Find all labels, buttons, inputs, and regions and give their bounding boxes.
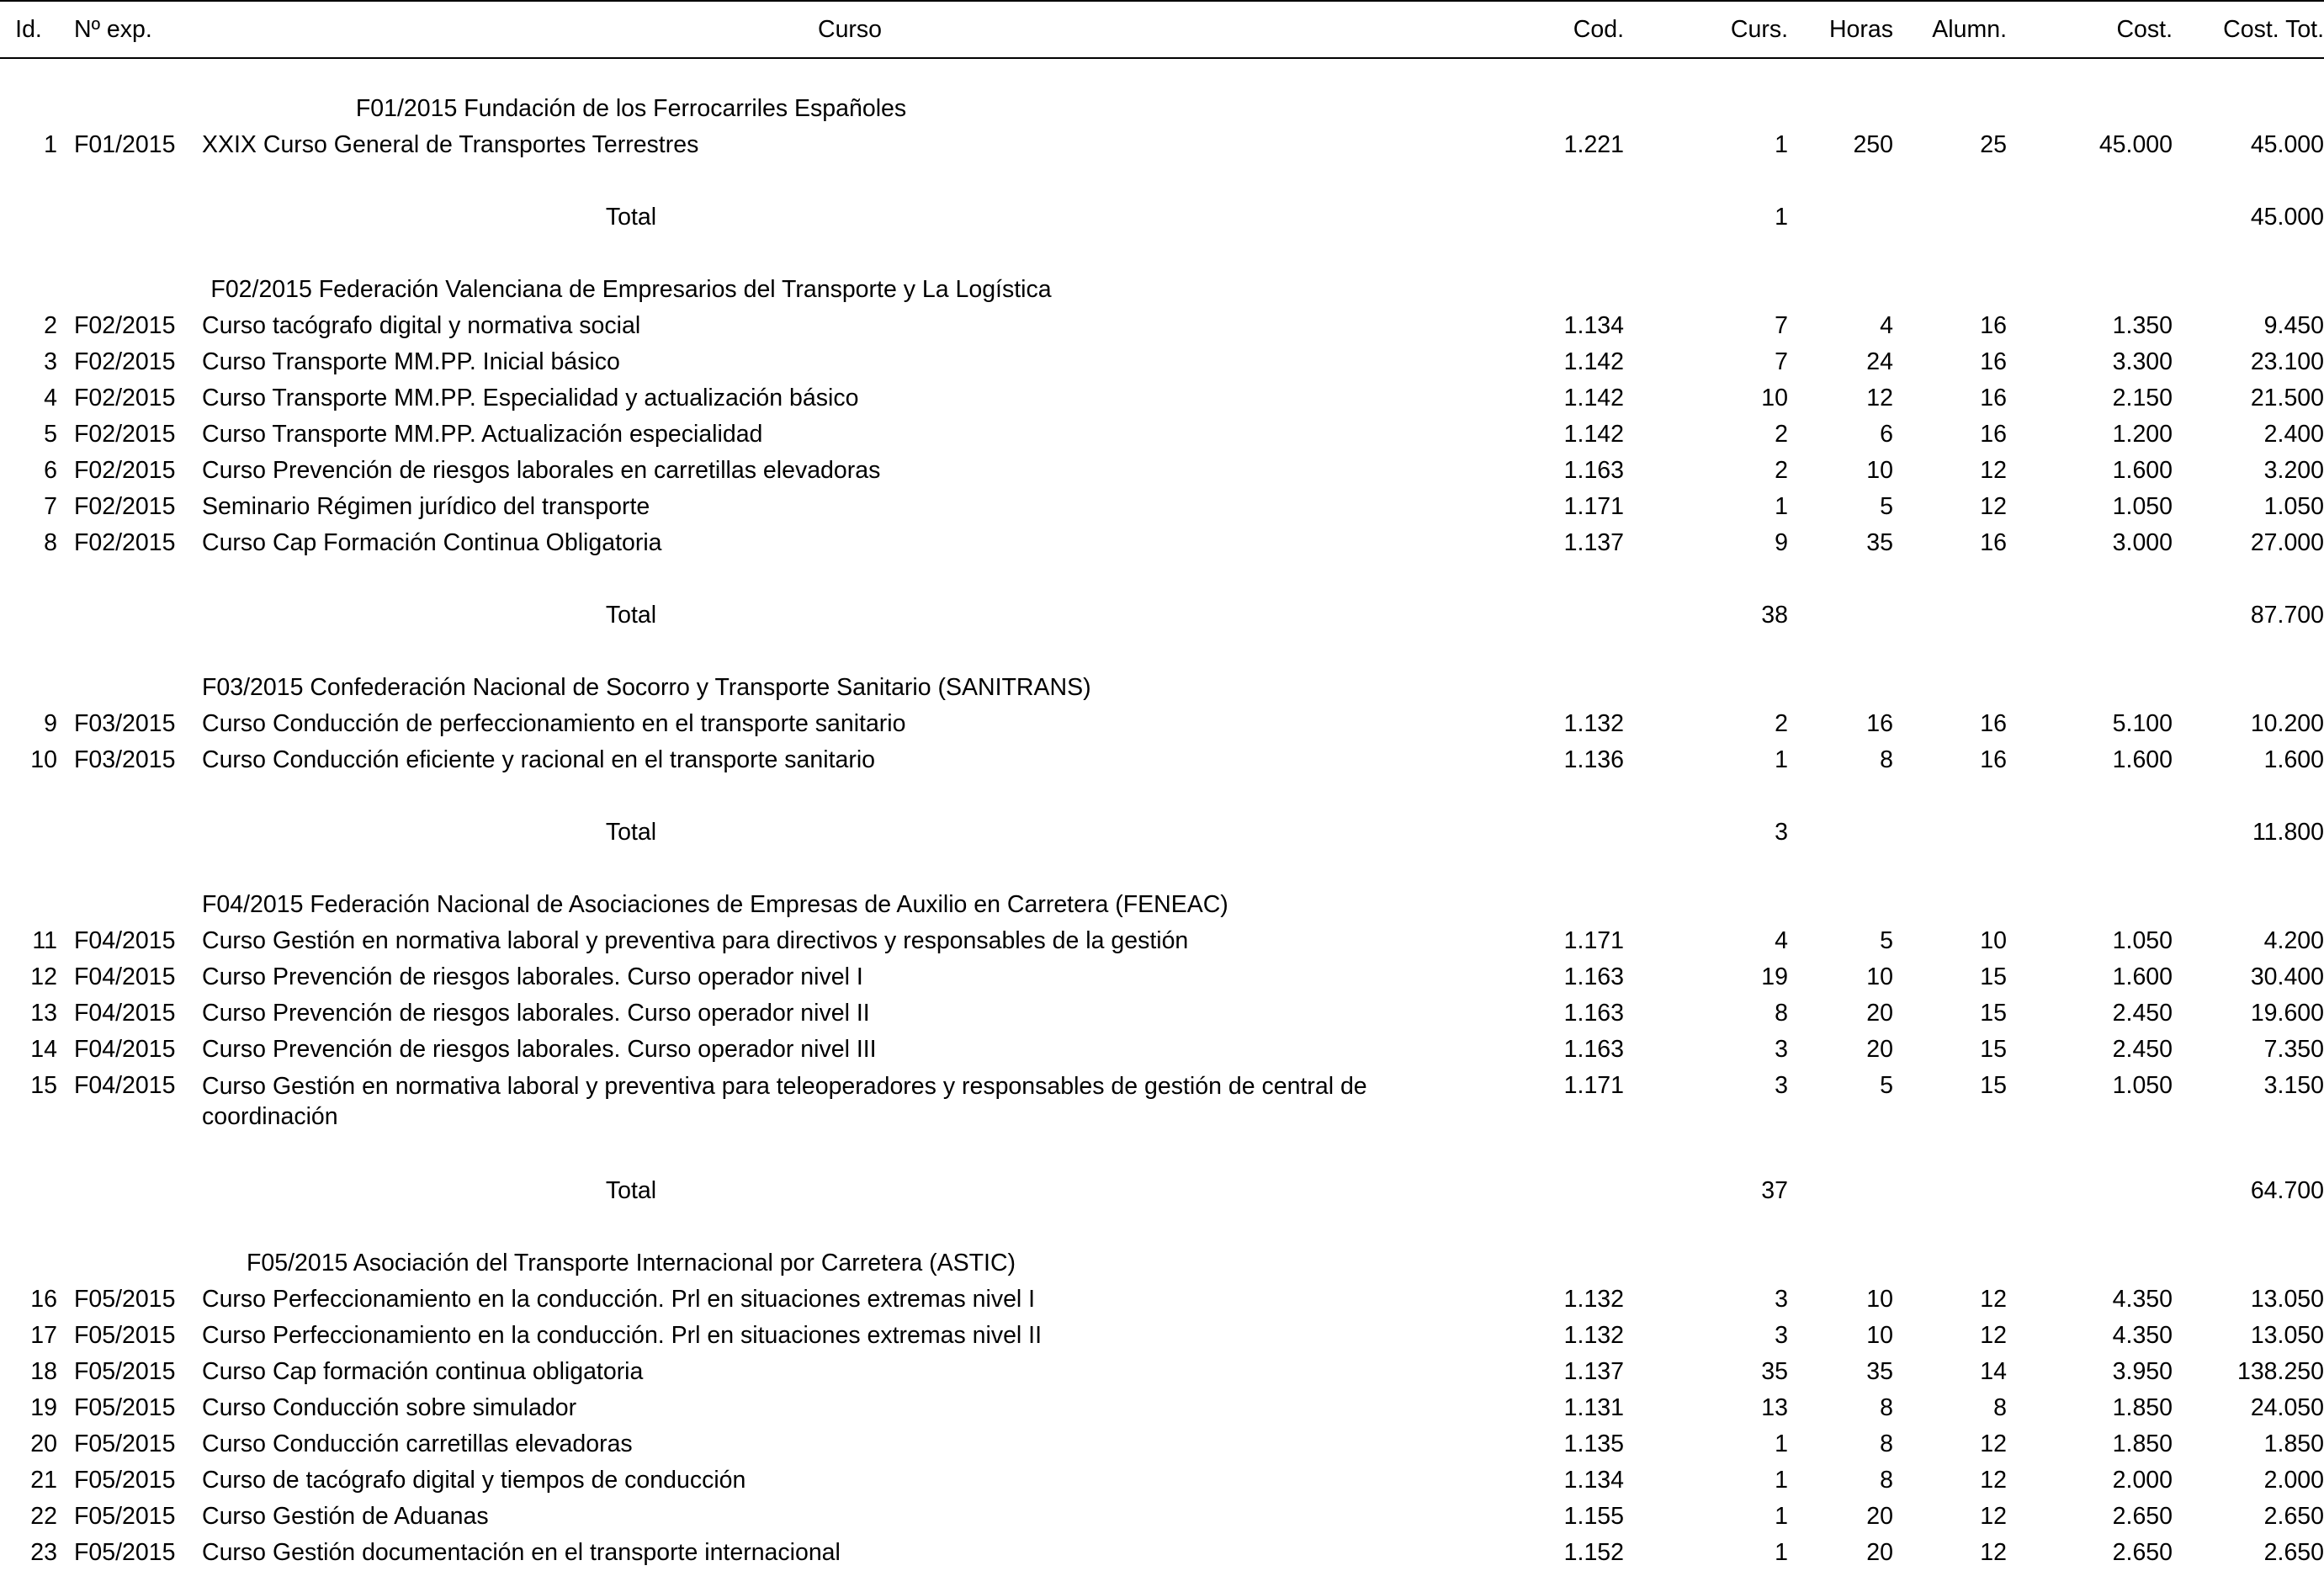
header-id: Id. [0,1,67,58]
cell-cost: 5.100 [2112,710,2173,737]
cell-curso: Curso Gestión documentación en el transporte internacional [202,1539,841,1566]
cell-cost-tot: 7.350 [2263,1036,2324,1063]
cell-cod: 1.152 [1563,1539,1624,1566]
cell-curs: 1 [1775,493,1788,520]
cell-alumn: 15 [1980,1072,2007,1099]
cell-horas: 250 [1853,131,1893,158]
cell-exp: F05/2015 [74,1430,176,1457]
header-horas: Horas [1788,1,1893,58]
cell-exp: F02/2015 [74,385,176,411]
cell-exp: F03/2015 [74,746,176,773]
cell-horas: 8 [1880,1467,1893,1494]
cell-curso: Curso Gestión de Aduanas [202,1503,489,1530]
cell-alumn: 16 [1980,312,2007,339]
total-label: Total [605,1177,657,1204]
cell-id: 3 [44,348,57,375]
table-row [0,489,2324,525]
cell-curso: Curso Prevención de riesgos laborales en carretillas elevadoras [202,457,881,484]
cell-cod: 1.171 [1563,1072,1624,1099]
table-row [0,1318,2324,1354]
cell-cost: 2.650 [2112,1503,2173,1530]
group-header-row [0,272,2324,308]
cell-curs: 3 [1775,1286,1788,1313]
cell-horas: 20 [1866,1503,1893,1530]
cell-curs: 1 [1775,1539,1788,1566]
cell-curso: Curso de tacógrafo digital y tiempos de conducción [202,1467,746,1494]
cell-curs: 1 [1775,1430,1788,1457]
cell-cost: 3.000 [2112,529,2173,556]
cell-curso: Curso Cap Formación Continua Obligatoria [202,529,662,556]
cell-curso: Curso Transporte MM.PP. Inicial básico [202,348,620,375]
cell-horas: 10 [1866,963,1893,990]
cell-alumn: 25 [1980,131,2007,158]
spacer-row [0,778,2324,815]
table-row [0,1282,2324,1318]
cell-cost-tot: 13.050 [2250,1322,2324,1349]
cell-cost: 1.050 [2112,493,2173,520]
cell-alumn: 12 [1980,1322,2007,1349]
cell-curso: Curso Prevención de riesgos laborales. Curso operador nivel I [202,963,863,990]
cell-exp: F02/2015 [74,457,176,484]
total-row [0,597,2324,634]
cell-alumn: 16 [1980,385,2007,411]
cell-horas: 8 [1880,1394,1893,1421]
cell-cod: 1.137 [1563,1358,1624,1385]
cell-exp: F04/2015 [74,1000,176,1027]
cell-curso: Curso Perfeccionamiento en la conducción. Prl en situaciones extremas nivel II [202,1322,1043,1349]
cell-id: 12 [30,963,57,990]
spacer-row [0,634,2324,670]
total-label: Total [605,204,657,231]
cell-cost-tot: 4.200 [2263,927,2324,954]
cell-cost: 2.450 [2112,1036,2173,1063]
cell-cost: 1.850 [2112,1430,2173,1457]
cell-cost-tot: 24.050 [2250,1394,2324,1421]
cell-cost-tot: 3.200 [2263,457,2324,484]
header-cod: Cod. [1498,1,1624,58]
cell-horas: 4 [1880,312,1893,339]
cell-exp: F05/2015 [74,1286,176,1313]
cell-cost: 4.350 [2112,1322,2173,1349]
cell-cod: 1.221 [1563,131,1624,158]
cell-id: 14 [30,1036,57,1063]
cell-alumn: 12 [1980,1286,2007,1313]
total-curs: 1 [1775,204,1788,231]
cell-horas: 24 [1866,348,1893,375]
total-curs: 3 [1775,819,1788,846]
table-row [0,1535,2324,1571]
group-header-row [0,1245,2324,1282]
table-row [0,453,2324,489]
cell-exp: F05/2015 [74,1358,176,1385]
cell-cost-tot: 2.650 [2263,1503,2324,1530]
cell-curso: Curso Transporte MM.PP. Actualización especialidad [202,421,763,448]
cell-cost-tot: 10.200 [2250,710,2324,737]
spacer-row [0,58,2324,91]
cell-exp: F04/2015 [74,1072,176,1099]
table-row [0,1032,2324,1068]
table-row [0,1462,2324,1499]
cell-exp: F04/2015 [74,927,176,954]
cell-cost-tot: 30.400 [2250,963,2324,990]
cell-id: 4 [44,385,57,411]
cell-cost: 1.350 [2112,312,2173,339]
spacer-row [0,1137,2324,1173]
cell-exp: F02/2015 [74,529,176,556]
cell-horas: 5 [1880,927,1893,954]
cell-alumn: 16 [1980,529,2007,556]
cell-cost-tot: 1.600 [2263,746,2324,773]
cell-alumn: 12 [1980,1503,2007,1530]
cell-curs: 2 [1775,710,1788,737]
cell-cod: 1.132 [1563,1286,1624,1313]
total-cost-tot: 45.000 [2250,204,2324,231]
cell-id: 15 [30,1072,57,1099]
cell-curs: 7 [1775,348,1788,375]
cell-curso: Curso tacógrafo digital y normativa social [202,312,641,339]
cell-alumn: 8 [1993,1394,2007,1421]
total-row [0,1173,2324,1209]
cell-cost-tot: 138.250 [2236,1358,2324,1385]
total-label: Total [605,819,657,846]
group-header-row [0,670,2324,706]
total-label: Total [605,602,657,629]
cell-horas: 16 [1866,710,1893,737]
cell-cost: 1.050 [2112,1072,2173,1099]
cell-cod: 1.163 [1563,1036,1624,1063]
cell-horas: 35 [1866,1358,1893,1385]
cell-curs: 4 [1775,927,1788,954]
cell-curs: 3 [1775,1072,1788,1099]
table-row [0,1390,2324,1426]
cell-exp: F02/2015 [74,421,176,448]
cell-id: 2 [44,312,57,339]
table-row [0,923,2324,959]
table-row [0,525,2324,561]
cell-cost-tot: 2.000 [2263,1467,2324,1494]
cell-id: 6 [44,457,57,484]
cell-curs: 1 [1775,746,1788,773]
cell-id: 16 [30,1286,57,1313]
cell-curso: Curso Gestión en normativa laboral y preventiva para teleoperadores y responsables de gestión de central de coordinación [202,1073,1367,1130]
spacer-row [0,851,2324,887]
header-exp: Nº exp. [67,1,202,58]
cell-cost: 2.650 [2112,1539,2173,1566]
cell-exp: F03/2015 [74,710,176,737]
cell-curs: 2 [1775,457,1788,484]
cell-cost-tot: 19.600 [2250,1000,2324,1027]
table-row [0,1068,2324,1137]
cell-id: 22 [30,1503,57,1530]
cell-exp: F04/2015 [74,963,176,990]
total-cost-tot: 64.700 [2250,1177,2324,1204]
cell-alumn: 12 [1980,1539,2007,1566]
spacer-row [0,561,2324,597]
cell-cod: 1.171 [1563,927,1624,954]
cell-curso: Curso Prevención de riesgos laborales. Curso operador nivel III [202,1036,877,1063]
cell-id: 1 [44,131,57,158]
cell-id: 10 [30,746,57,773]
cell-cod: 1.163 [1563,457,1624,484]
cell-curso: Curso Conducción sobre simulador [202,1394,577,1421]
table-row [0,417,2324,453]
cell-cost: 1.850 [2112,1394,2173,1421]
cell-curs: 1 [1775,1503,1788,1530]
cell-id: 13 [30,1000,57,1027]
cell-curs: 2 [1775,421,1788,448]
cell-exp: F05/2015 [74,1394,176,1421]
cell-cost: 1.050 [2112,927,2173,954]
cell-cost: 45.000 [2098,131,2173,158]
cell-exp: F02/2015 [74,493,176,520]
cell-horas: 20 [1866,1539,1893,1566]
spacer-row [0,236,2324,272]
cell-horas: 20 [1866,1036,1893,1063]
total-cost-tot: 87.700 [2250,602,2324,629]
group-title: F01/2015 Fundación de los Ferrocarriles Españoles [355,95,907,122]
cell-exp: F05/2015 [74,1539,176,1566]
cell-exp: F05/2015 [74,1467,176,1494]
cell-cost: 1.200 [2112,421,2173,448]
table-row [0,127,2324,163]
cell-id: 9 [44,710,57,737]
cell-cod: 1.137 [1563,529,1624,556]
cell-curso: Curso Conducción de perfeccionamiento en el transporte sanitario [202,710,906,737]
cell-cod: 1.134 [1563,1467,1624,1494]
cell-id: 7 [44,493,57,520]
cell-id: 18 [30,1358,57,1385]
cell-alumn: 16 [1980,710,2007,737]
total-row [0,199,2324,236]
cell-cod: 1.142 [1563,421,1624,448]
cell-cod: 1.142 [1563,385,1624,411]
header-curso: Curso [202,1,1498,58]
cell-alumn: 16 [1980,421,2007,448]
cell-cod: 1.132 [1563,1322,1624,1349]
cell-id: 8 [44,529,57,556]
total-row [0,815,2324,851]
cell-exp: F04/2015 [74,1036,176,1063]
cell-id: 21 [30,1467,57,1494]
table-row [0,1426,2324,1462]
cell-curs: 3 [1775,1036,1788,1063]
table-row [0,995,2324,1032]
cell-exp: F02/2015 [74,348,176,375]
header-curs: Curs. [1624,1,1788,58]
cell-cod: 1.142 [1563,348,1624,375]
cell-curs: 7 [1775,312,1788,339]
cell-cod: 1.163 [1563,1000,1624,1027]
cell-cod: 1.163 [1563,963,1624,990]
cell-cost: 1.600 [2112,457,2173,484]
cell-cod: 1.136 [1563,746,1624,773]
cell-cost-tot: 27.000 [2250,529,2324,556]
header-cost-tot: Cost. Tot. [2173,1,2324,58]
table-row [0,344,2324,380]
cell-curso: Seminario Régimen jurídico del transporte [202,493,650,520]
cell-id: 19 [30,1394,57,1421]
cell-curs: 8 [1775,1000,1788,1027]
cell-cost-tot: 9.450 [2263,312,2324,339]
cell-alumn: 12 [1980,1430,2007,1457]
cell-alumn: 12 [1980,457,2007,484]
cell-horas: 10 [1866,457,1893,484]
cell-cost-tot: 23.100 [2250,348,2324,375]
cell-curso: XXIX Curso General de Transportes Terrestres [202,131,699,158]
cell-horas: 20 [1866,1000,1893,1027]
cell-alumn: 15 [1980,1000,2007,1027]
total-cost-tot: 11.800 [2252,819,2324,846]
cell-id: 5 [44,421,57,448]
cell-cost: 3.300 [2112,348,2173,375]
cell-cod: 1.132 [1563,710,1624,737]
cell-alumn: 12 [1980,1467,2007,1494]
cell-horas: 5 [1880,493,1893,520]
cell-horas: 6 [1880,421,1893,448]
group-title: F02/2015 Federación Valenciana de Empresarios del Transporte y La Logística [210,276,1052,303]
cell-cod: 1.155 [1563,1503,1624,1530]
cell-horas: 10 [1866,1322,1893,1349]
cell-curso: Curso Conducción eficiente y racional en el transporte sanitario [202,746,876,773]
cell-curso: Curso Conducción carretillas elevadoras [202,1430,633,1457]
cell-curs: 35 [1761,1358,1788,1385]
cell-alumn: 10 [1980,927,2007,954]
total-curs: 38 [1761,602,1788,629]
cell-alumn: 14 [1980,1358,2007,1385]
cell-cost: 4.350 [2112,1286,2173,1313]
cell-curs: 19 [1761,963,1788,990]
cell-alumn: 15 [1980,1036,2007,1063]
cell-exp: F02/2015 [74,312,176,339]
cell-cost: 3.950 [2112,1358,2173,1385]
cell-curs: 1 [1775,131,1788,158]
cell-id: 23 [30,1539,57,1566]
cell-cost: 1.600 [2112,963,2173,990]
group-title: F03/2015 Confederación Nacional de Socorro y Transporte Sanitario (SANITRANS) [202,674,1091,701]
table-row [0,706,2324,742]
header-cost: Cost. [2007,1,2173,58]
cell-id: 20 [30,1430,57,1457]
cell-curso: Curso Cap formación continua obligatoria [202,1358,644,1385]
cell-alumn: 15 [1980,963,2007,990]
table-row [0,380,2324,417]
cell-cost-tot: 2.400 [2263,421,2324,448]
group-title: F05/2015 Asociación del Transporte Internacional por Carretera (ASTIC) [246,1250,1016,1276]
cell-cost-tot: 45.000 [2250,131,2324,158]
header-row [0,1,2324,58]
cell-curs: 10 [1761,385,1788,411]
cell-cost-tot: 1.050 [2263,493,2324,520]
cell-exp: F01/2015 [74,131,176,158]
cell-exp: F05/2015 [74,1503,176,1530]
table-row [0,959,2324,995]
cell-exp: F05/2015 [74,1322,176,1349]
cell-cost-tot: 13.050 [2250,1286,2324,1313]
cell-horas: 8 [1880,1430,1893,1457]
cell-cod: 1.135 [1563,1430,1624,1457]
cell-cost: 2.450 [2112,1000,2173,1027]
spacer-row [0,163,2324,199]
spacer-row [0,1209,2324,1245]
cell-id: 17 [30,1322,57,1349]
cell-cost-tot: 1.850 [2263,1430,2324,1457]
table-row [0,1354,2324,1390]
cell-horas: 5 [1880,1072,1893,1099]
total-curs: 37 [1761,1177,1788,1204]
table-row [0,308,2324,344]
cell-cod: 1.134 [1563,312,1624,339]
cell-cod: 1.171 [1563,493,1624,520]
table-body [0,58,2324,1571]
group-header-row [0,887,2324,923]
cell-horas: 8 [1880,746,1893,773]
cell-curso: Curso Prevención de riesgos laborales. Curso operador nivel II [202,1000,870,1027]
cell-curso: Curso Transporte MM.PP. Especialidad y actualización básico [202,385,859,411]
cell-curso: Curso Gestión en normativa laboral y preventiva para directivos y responsables de la gestión [202,927,1189,954]
cell-cod: 1.131 [1563,1394,1624,1421]
cell-alumn: 16 [1980,348,2007,375]
cell-curs: 9 [1775,529,1788,556]
cell-horas: 12 [1866,385,1893,411]
cell-id: 11 [32,927,57,954]
cell-curs: 3 [1775,1322,1788,1349]
cell-cost-tot: 3.150 [2263,1072,2324,1099]
cell-curso: Curso Perfeccionamiento en la conducción. Prl en situaciones extremas nivel I [202,1286,1036,1313]
cell-cost: 2.000 [2112,1467,2173,1494]
cell-curs: 1 [1775,1467,1788,1494]
cell-horas: 10 [1866,1286,1893,1313]
group-header-row [0,91,2324,127]
cell-horas: 35 [1866,529,1893,556]
group-title: F04/2015 Federación Nacional de Asociaciones de Empresas de Auxilio en Carretera (FENEAC) [202,891,1228,918]
table-row [0,742,2324,778]
cell-cost: 2.150 [2112,385,2173,411]
cell-cost: 1.600 [2112,746,2173,773]
table-row [0,1499,2324,1535]
cell-curs: 13 [1761,1394,1788,1421]
cell-cost-tot: 21.500 [2250,385,2324,411]
header-alumn: Alumn. [1893,1,2007,58]
cell-alumn: 12 [1980,493,2007,520]
cell-cost-tot: 2.650 [2263,1539,2324,1566]
cell-alumn: 16 [1980,746,2007,773]
